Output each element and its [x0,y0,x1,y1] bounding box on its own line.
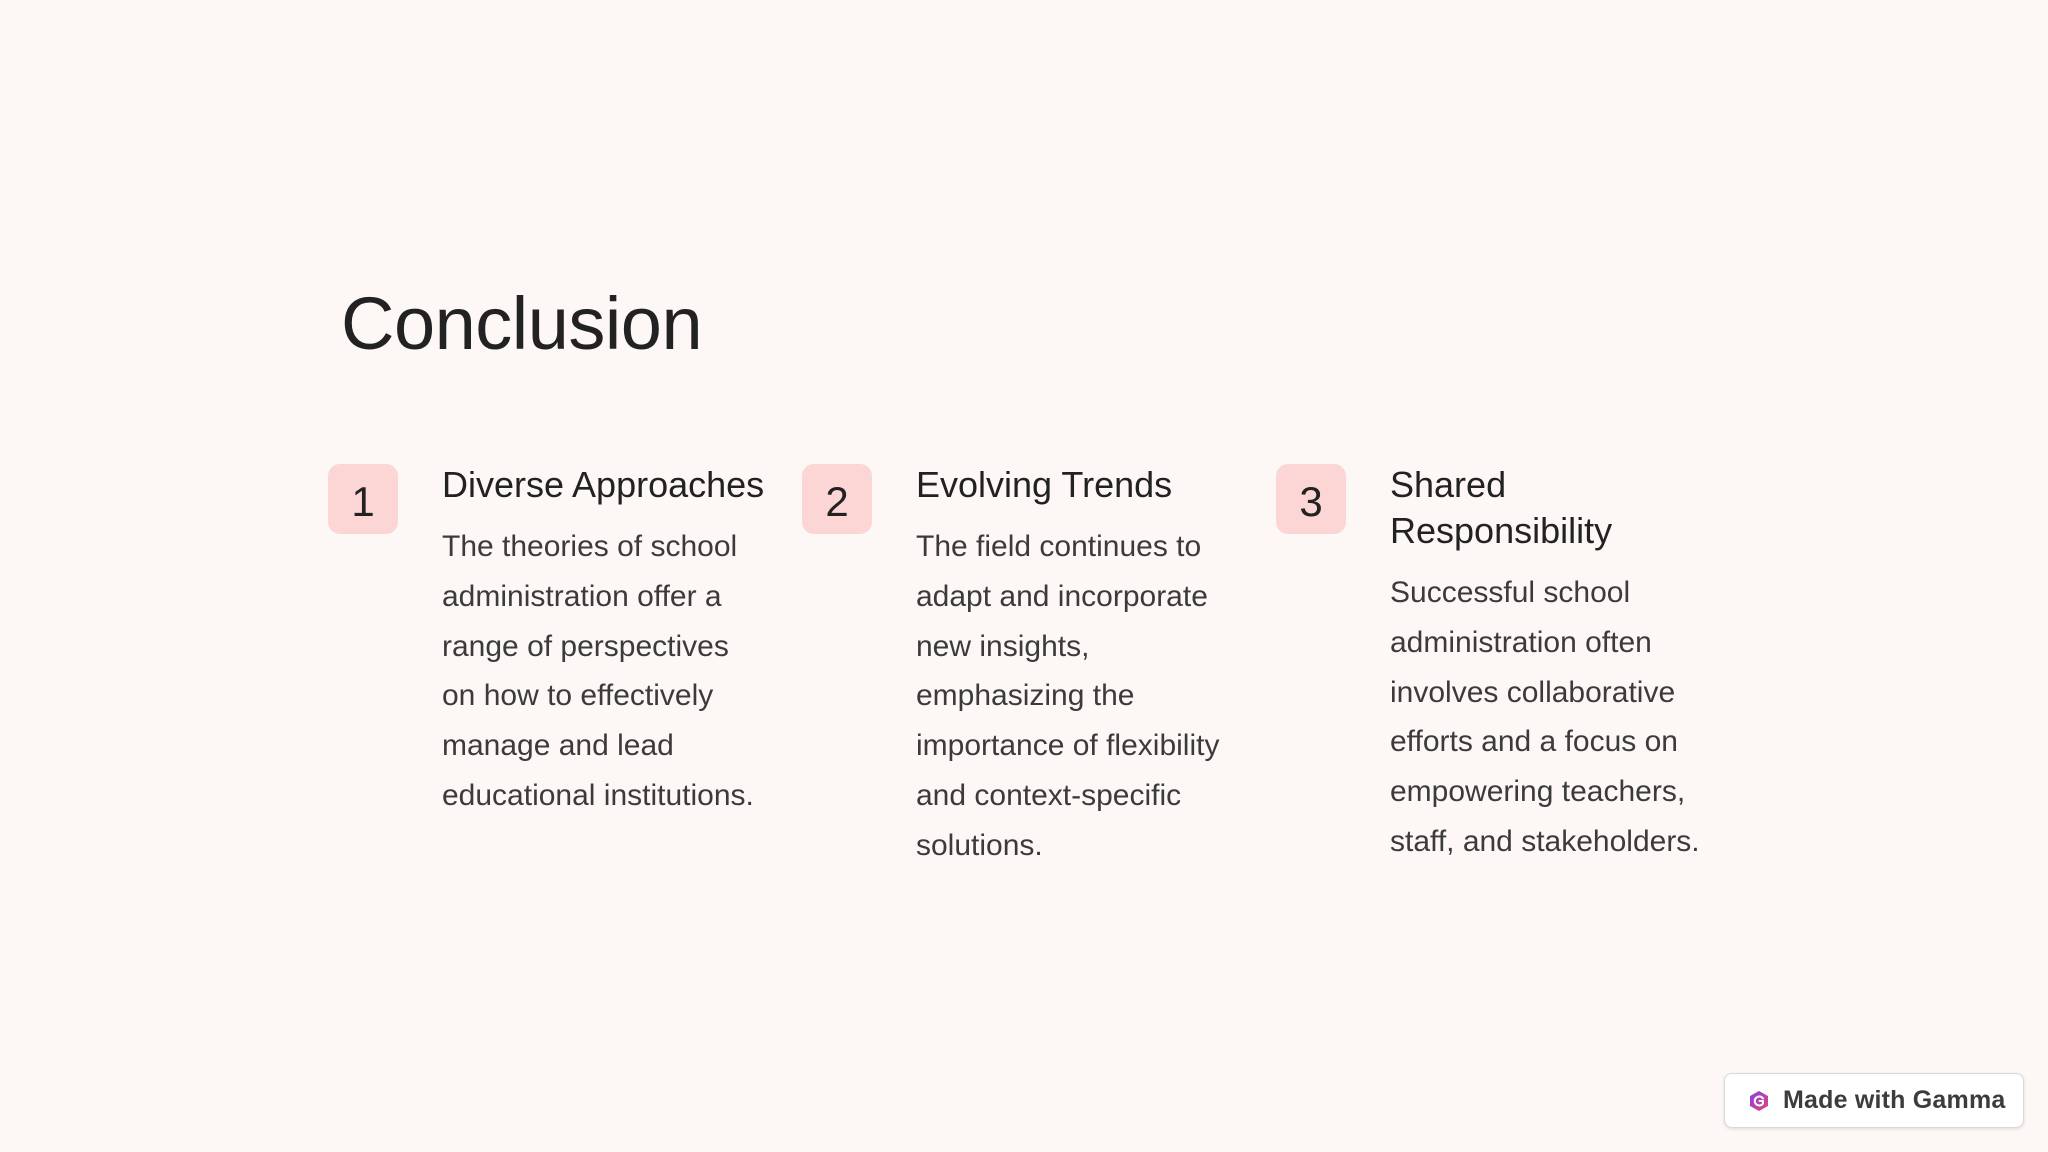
item-text [916,462,1256,871]
made-with-gamma-badge[interactable] [1724,1073,2024,1128]
number-badge: 1 [328,464,398,534]
item-body: The field continues to adapt and incorporate new insights, emphasizing the importance of flexibility and context-specific solutions. [916,530,1220,862]
badge-label: Made with Gamma [1783,1086,2006,1114]
item-body: Successful school administration often involves collaborative efforts and a focus on empowering teachers, staff, and stakeholders. [1390,576,1700,858]
item-heading: Evolving Trends [916,464,1173,505]
item-heading: Diverse Approaches [442,464,765,505]
number-badge: 3 [1276,464,1346,534]
item-heading: Shared Responsibility [1390,464,1613,551]
item-text [442,462,782,821]
item-body: The theories of school administration offer a range of perspectives on how to effectively manage and lead educational institutions. [442,530,754,812]
number-badge: 2 [802,464,872,534]
gamma-logo-icon [1747,1089,1771,1113]
slide-title: Conclusion [341,282,703,365]
item-text [1390,462,1730,867]
